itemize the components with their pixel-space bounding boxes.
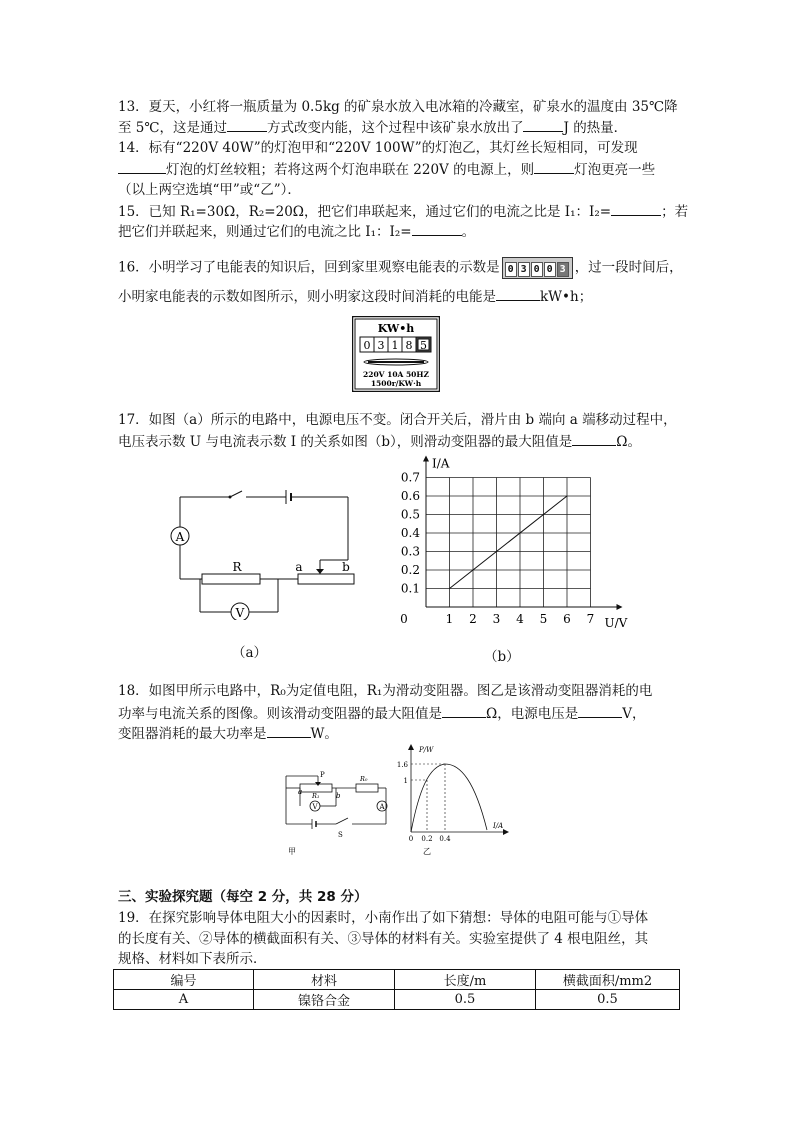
meter-digits	[360, 337, 431, 352]
q18-blank-3[interactable]	[267, 724, 311, 738]
graph-x-tick: 0.4	[439, 835, 451, 843]
electric-meter-figure	[352, 316, 440, 392]
meter-digit: 1	[391, 339, 399, 352]
q18-text-c: V，	[622, 706, 646, 722]
q18-text-a: 功率与电流关系的图像。则该滑动变阻器的最大阻值是	[118, 706, 442, 722]
q14-line1: 14．标有“220V 40W”的灯泡甲和“220V 100W”的灯泡乙，其灯丝长短相同，可发现	[118, 140, 638, 156]
meter-digit: 5	[420, 339, 427, 352]
y-tick-label: 0.5	[400, 507, 420, 522]
inline-digit: 3	[557, 262, 569, 277]
q13-line1: 13．夏天，小红将一瓶质量为 0.5kg 的矿泉水放入电冰箱的冷藏室，矿泉水的温度由 35℃降	[118, 99, 678, 115]
x-axis-arrow	[617, 604, 623, 610]
meter-digit: 3	[377, 339, 385, 352]
table-cell: A	[114, 990, 254, 1010]
graph-ylabel: P/W	[419, 746, 434, 754]
spec-table	[113, 969, 680, 1010]
q15-text-c: 把它们并联起来，则通过它们的电流之比 I₁：I₂=	[118, 224, 412, 240]
graph-x-tick: 0	[408, 835, 414, 843]
voltmeter-label: V	[235, 606, 245, 620]
x-tick-label: 3	[492, 612, 501, 626]
q14-blank-1[interactable]	[118, 160, 166, 174]
q18-blank-1[interactable]	[442, 704, 486, 718]
x-tick-label: 4	[516, 612, 524, 626]
q19-line2: 的长度有关、②导体的横截面积有关、③导体的材料有关。实验室提供了 4 根电阻丝，其	[118, 931, 649, 947]
table-header-row	[114, 970, 680, 990]
q16-line2	[118, 287, 592, 306]
circuit-figure-a	[160, 485, 360, 620]
y-tick-label: 0.1	[400, 581, 420, 596]
q15-line1	[118, 202, 688, 221]
q16-text-d: kW•h；	[540, 289, 593, 305]
switch-label: S	[338, 831, 343, 839]
q18-text-e: W。	[310, 726, 338, 742]
table-cell: 0.5	[395, 990, 536, 1010]
x-tick-label: 5	[539, 612, 548, 626]
q18-text-d: 变阻器消耗的最大功率是	[118, 726, 267, 742]
q17-line2	[118, 432, 641, 451]
q18-line1: 18．如图甲所示电路中，R₀为定值电阻，R₁为滑动变阻器。图乙是该滑动变阻器消耗的电	[118, 683, 653, 699]
y-axis-label: I/A	[432, 456, 450, 471]
q19-line3: 规格、材料如下表所示．	[118, 951, 267, 967]
q16-blank[interactable]	[496, 287, 540, 301]
q17-text-b: Ω。	[616, 434, 641, 450]
q18-line2	[118, 704, 645, 723]
q13-blank-2[interactable]	[523, 118, 563, 132]
y-tick-label: 0.7	[400, 470, 420, 485]
q16-text-b: ，过一段时间后，	[574, 259, 683, 276]
q15-line2	[118, 222, 475, 241]
iu-chart	[380, 455, 640, 630]
series-line	[450, 496, 568, 589]
q13-line2	[118, 118, 627, 137]
q13-blank-1[interactable]	[227, 118, 267, 132]
meter-digit: 0	[363, 339, 371, 352]
y-tick-label: 0.2	[400, 563, 420, 577]
meter-unit: KW•h	[377, 322, 415, 335]
q18-text-b: Ω，电源电压是	[486, 706, 579, 722]
q14-line3: （以上两空选填“甲”或“乙”）．	[118, 182, 301, 198]
voltmeter-label: V	[312, 803, 318, 811]
x-tick-label: 0	[400, 612, 408, 626]
r1-label: R₁	[312, 792, 320, 800]
y-tick-label: 0.3	[400, 544, 420, 559]
q13-text-b: 方式改变内能，这个过程中该矿泉水放出了	[266, 120, 524, 136]
q16-line1	[118, 257, 683, 279]
slider-p-label: P	[320, 771, 325, 779]
q14-blank-2[interactable]	[534, 160, 574, 174]
fig-a-caption: （a）	[232, 645, 268, 661]
q16-text-c: 小明家电能表的示数如图所示，则小明家这段时间消耗的电能是	[118, 289, 496, 305]
inline-digit: 0	[531, 262, 543, 277]
q13-text-c: J 的热量．	[563, 120, 628, 136]
q18-blank-2[interactable]	[578, 704, 622, 718]
table-cell: 0.5	[536, 990, 680, 1010]
y-tick-label: 0.4	[400, 526, 420, 540]
q15-text-b: ；若	[661, 204, 689, 220]
power-current-graph	[395, 742, 515, 858]
inline-digit: 0	[505, 262, 517, 277]
ammeter-label: A	[175, 530, 185, 544]
table-header: 材料	[254, 970, 395, 990]
q19-line1: 19．在探究影响导体电阻大小的因素时，小南作出了如下猜想：导体的电阻可能与①导体	[118, 910, 649, 926]
circuit-figure-jia	[278, 766, 398, 858]
y-tick-label: 0.6	[400, 489, 420, 503]
inline-digit: 3	[518, 262, 530, 277]
x-tick-label: 2	[469, 612, 477, 626]
q14-line2	[118, 160, 655, 179]
inline-digit: 0	[544, 262, 556, 277]
graph-y-tick: 1.6	[396, 761, 408, 769]
end-b-label: b	[336, 792, 341, 800]
q15-blank-2[interactable]	[412, 222, 462, 236]
table-cell: 镍铬合金	[254, 990, 395, 1010]
fig-jia-caption: 甲	[288, 847, 296, 856]
meter-spec: 220V 10A 50HZ	[363, 370, 429, 379]
end-a-label: a	[298, 788, 303, 796]
r0-label: R₀	[360, 775, 368, 783]
x-tick-label: 7	[586, 612, 595, 626]
fig-b-caption: （b）	[484, 649, 520, 665]
graph-y-tick: 1	[403, 777, 408, 785]
table-header: 横截面积/mm2	[536, 970, 680, 990]
y-axis-arrow	[423, 456, 429, 462]
meter-rate: 1500r/KW·h	[370, 379, 422, 388]
q14-text-a: 灯泡的灯丝较粗；若将这两个灯泡串联在 220V 的电源上，则	[166, 162, 535, 178]
q14-text-b: 灯泡更亮一些	[574, 162, 656, 178]
q18-line3	[118, 724, 338, 743]
q17-line1: 17．如图（a）所示的电路中，电源电压不变。闭合开关后，滑片由 b 端向 a 端移动过程中，	[118, 412, 677, 428]
fig-yi-caption: 乙	[423, 847, 431, 856]
q15-blank-1[interactable]	[611, 202, 661, 216]
q16-text-a: 16．小明学习了电能表的知识后，回到家里观察电能表的示数是	[118, 259, 500, 276]
meter-digit: 8	[405, 339, 413, 352]
q15-text-d: 。	[461, 224, 476, 240]
q13-text-a: 至 5℃，这是通过	[118, 120, 227, 136]
table-row	[114, 990, 680, 1010]
q17-blank[interactable]	[572, 432, 616, 446]
x-axis-label: U/V	[604, 616, 628, 630]
section-title: 三、实验探究题（每空 2 分，共 28 分）	[118, 889, 368, 905]
resistor-label: R	[232, 560, 242, 574]
graph-xlabel: I/A	[493, 822, 504, 830]
table-header: 编号	[114, 970, 254, 990]
ammeter-label: A	[379, 803, 385, 811]
rheostat-end-b: b	[342, 560, 350, 574]
q15-text-a: 15．已知 R₁=30Ω，R₂=20Ω，把它们串联起来，通过它们的电流之比是 I₁：I₂=	[118, 204, 612, 220]
table-header: 长度/m	[395, 970, 536, 990]
inline-meter-reading	[502, 257, 573, 279]
rheostat-end-a: a	[295, 560, 303, 574]
q17-text-a: 电压表示数 U 与电流表示数 I 的关系如图（b），则滑动变阻器的最大阻值是	[118, 434, 573, 450]
x-tick-label: 6	[563, 612, 571, 626]
x-tick-label: 1	[445, 612, 454, 626]
graph-x-tick: 0.2	[421, 835, 433, 843]
